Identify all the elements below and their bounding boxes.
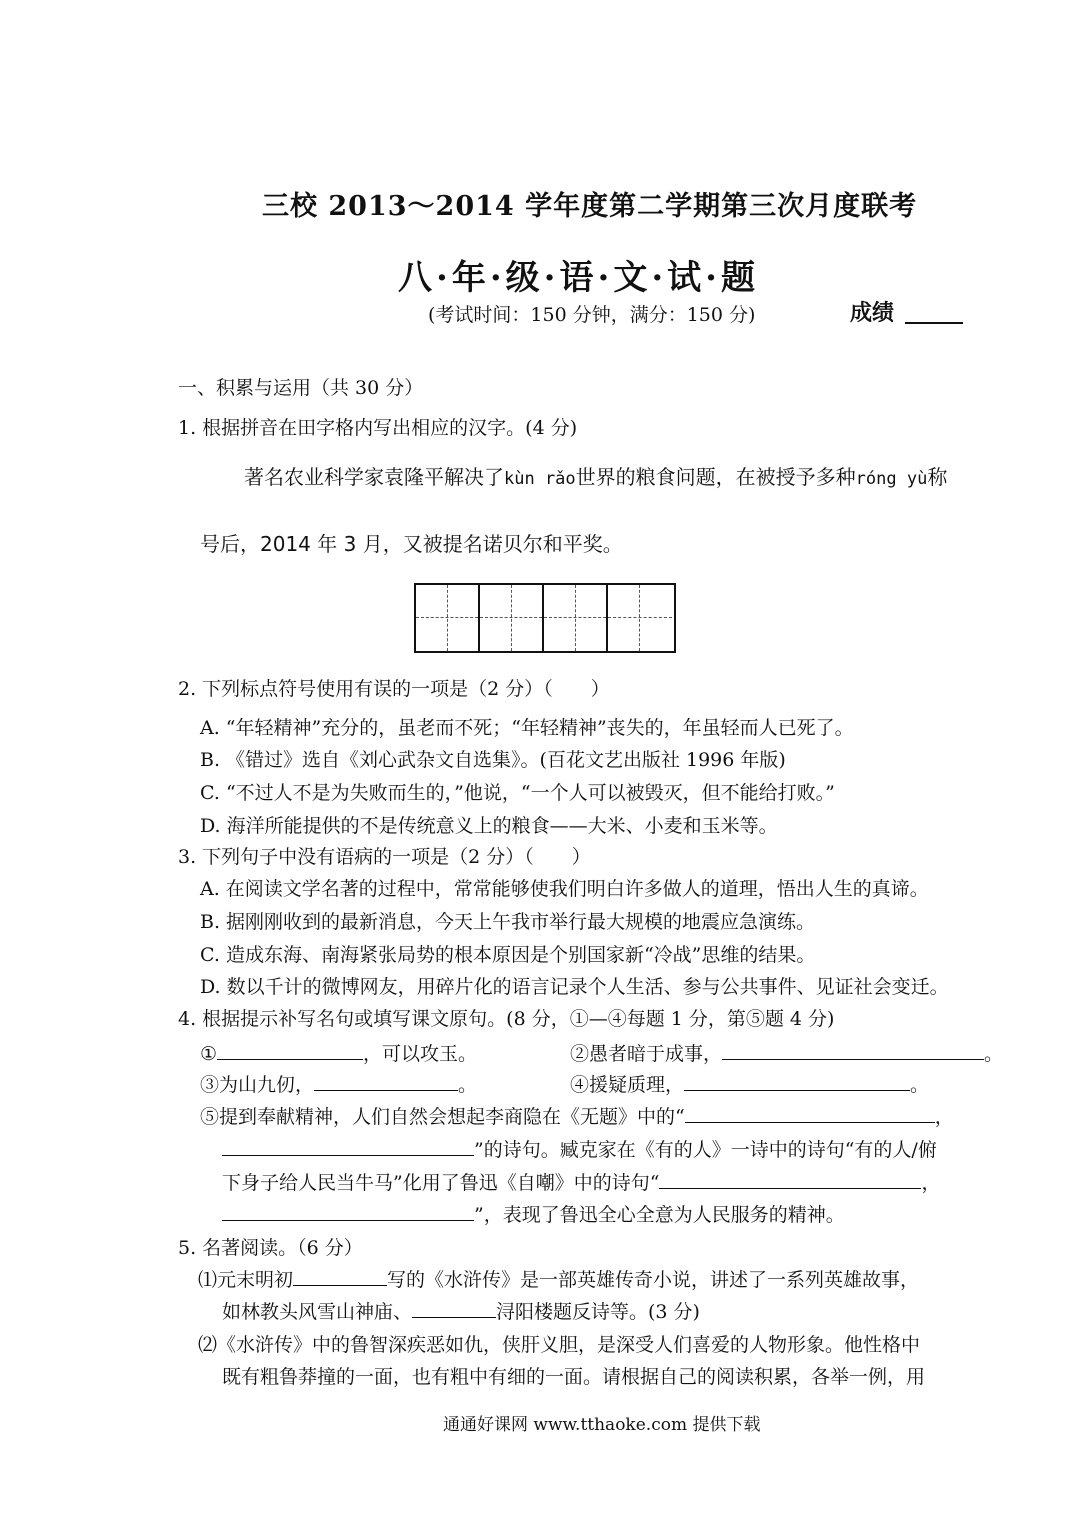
section-title: 一、积累与运用（共 30 分） [178, 377, 424, 399]
q1-text-c: 称 [927, 465, 948, 489]
q4-stem: 4. 根据提示补写名句或填写课文原句。(8 分，①—④每题 1 分，第⑤题 4 分) [178, 1008, 835, 1030]
q4-item5-line4: ”，表现了鲁迅全心全意为人民服务的精神。 [222, 1200, 845, 1227]
answer-blank[interactable] [685, 1104, 935, 1123]
q4-item3: ③为山九仞， 。 [200, 1074, 478, 1096]
q5-stem: 5. 名著阅读。（6 分） [178, 1237, 363, 1259]
q4-item5-line3: 下身子给人民当牛马”化用了鲁迅《自嘲》中的诗句“ ， [222, 1172, 941, 1194]
q2-option-a: A. “年轻精神”充分的，虽老而不死；“年轻精神”丧失的，年虽轻而人已死了。 [200, 717, 854, 739]
q1-stem: 1. 根据拼音在田字格内写出相应的汉字。(4 分) [178, 417, 578, 439]
q5-sub2-line2: 既有粗鲁莽撞的一面，也有粗中有细的一面。请根据自己的阅读积累，各举一例，用 [222, 1366, 926, 1388]
pinyin-rongyu: róng yù [855, 469, 928, 489]
score-label: 成绩 [850, 300, 895, 326]
tianzige-cell[interactable] [480, 585, 544, 651]
q4-item5-line2: ”的诗句。臧克家在《有的人》一诗中的诗句“有的人/俯 [222, 1135, 937, 1162]
exam-info: (考试时间：150 分钟，满分：150 分) [428, 304, 756, 326]
score-blank[interactable] [905, 322, 963, 324]
q1-text-b: 世界的粮食问题，在被授予多种 [575, 465, 856, 489]
answer-blank[interactable] [314, 1072, 458, 1091]
q4-item1: ① ，可以攻玉。 [200, 1043, 478, 1065]
answer-blank[interactable] [222, 1202, 474, 1221]
tianzige-grid [414, 583, 676, 653]
q5-sub1-line2: 如林教头风雪山神庙、 浔阳楼题反诗等。(3 分) [222, 1301, 700, 1323]
q5-sub1-line1: ⑴元末明初 写的《水浒传》是一部英雄传奇小说，讲述了一系列英雄故事， [198, 1269, 920, 1291]
answer-blank[interactable] [217, 1041, 363, 1060]
q1-paragraph-line2: 号后，2014 年 3 月，又被提名诺贝尔和平奖。 [200, 532, 623, 556]
q2-option-c: C. “不过人不是为失败而生的，”他说，“一个人可以被毁灭，但不能给打败。” [200, 782, 835, 804]
pinyin-kunrao: kùn rǎo [504, 469, 576, 489]
q4-item4: ④援疑质理， 。 [570, 1074, 930, 1096]
answer-blank[interactable] [412, 1299, 496, 1318]
answer-blank[interactable] [293, 1267, 387, 1286]
tianzige-cell[interactable] [544, 585, 608, 651]
q3-option-c: C. 造成东海、南海紧张局势的根本原因是个别国家新“冷战”思维的结果。 [200, 944, 816, 966]
q3-stem: 3. 下列句子中没有语病的一项是（2 分）（ ） [178, 846, 591, 868]
answer-blank[interactable] [222, 1137, 474, 1156]
footer-credit: 通通好课网 www.tthaoke.com 提供下载 [443, 1415, 761, 1435]
q1-text-a: 著名农业科学家袁隆平解决了 [244, 465, 504, 489]
q2-option-d: D. 海洋所能提供的不是传统意义上的粮食——大米、小麦和玉米等。 [200, 815, 778, 837]
answer-blank[interactable] [659, 1170, 921, 1189]
q4-item2: ②愚者暗于成事， 。 [570, 1043, 1004, 1065]
q2-stem: 2. 下列标点符号使用有误的一项是（2 分）（ ） [178, 678, 610, 700]
tianzige-cell[interactable] [608, 585, 672, 651]
q2-option-b: B. 《错过》选自《刘心武杂文自选集》。(百花文艺出版社 1996 年版) [200, 749, 786, 771]
q3-option-d: D. 数以千计的微博网友，用碎片化的语言记录个人生活、参与公共事件、见证社会变迁。 [200, 976, 949, 998]
exam-title: 三校 2013～2014 学年度第二学期第三次月度联考 [262, 191, 918, 222]
q4-item5-line1: ⑤提到奉献精神，人们自然会想起李商隐在《无题》中的“ ， [200, 1106, 954, 1128]
q3-option-b: B. 据刚刚收到的最新消息，今天上午我市举行最大规模的地震应急演练。 [200, 911, 816, 933]
q1-paragraph-line1 [244, 461, 947, 490]
answer-blank[interactable] [722, 1041, 984, 1060]
exam-subtitle: 八·年·级·语·文·试·题 [398, 258, 760, 298]
tianzige-cell[interactable] [416, 585, 480, 651]
q5-sub2-line1: ⑵《水浒传》中的鲁智深疾恶如仇，侠肝义胆，是深受人们喜爱的人物形象。他性格中 [198, 1334, 921, 1356]
q3-option-a: A. 在阅读文学名著的过程中，常常能够使我们明白许多做人的道理，悟出人生的真谛。 [200, 878, 929, 900]
answer-blank[interactable] [684, 1072, 910, 1091]
